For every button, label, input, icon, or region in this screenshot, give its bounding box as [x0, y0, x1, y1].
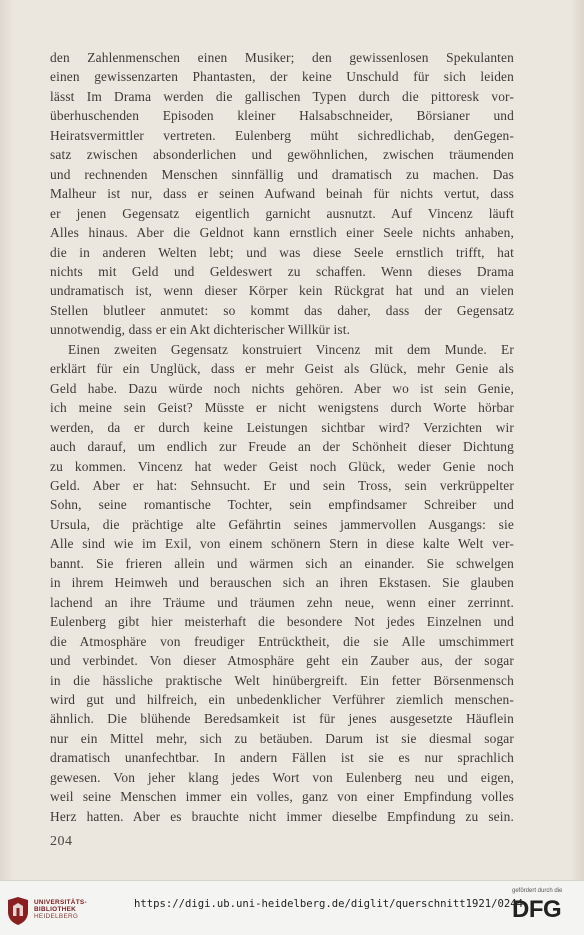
dfg-logo: DFG	[512, 896, 562, 923]
text-line: Heiratsvermittler vertreten. Eulenberg müht sichredlichab, denGegen-	[50, 127, 514, 143]
text-line: bannt. Sie frieren allein und wärmen sich an einander. Sie schwelgen	[50, 555, 514, 571]
text-line: Alles hinaus. Aber die Geldnot kann ernstlich einer Seele nichts anhaben,	[50, 225, 514, 241]
text-line: Alle sind wie im Exil, von einem schönern Stern in diese kalte Welt ver-	[50, 536, 514, 552]
text-line: ähnlich. Die blühende Beredsamkeit ist für jenes ausgesetzte Häuflein	[50, 711, 514, 727]
text-line: ich meine sein Geist? Müsste er nicht wenigstens durch Worte hörbar	[50, 400, 514, 416]
text-line: Malheur ist nur, dass er seinen Aufwand beinah für nichts vertut, dass	[50, 186, 514, 202]
text-line: auch darauf, um endlich zur Freude an der Schönheit dieser Dichtung	[50, 439, 514, 455]
text-line: lachend an ihre Träume und träumen zehn neue, wenn einer zerrinnt.	[50, 594, 514, 610]
text-line: und rechnenden Menschen sinnfällig und dramatisch zu machen. Das	[50, 166, 514, 182]
text-line: nichts mit Geld und Geldeswert zu schaffen. Wenn dieses Drama	[50, 263, 514, 279]
text-line: nur ein Mittel mehr, sich zu betäuben. Darum ist sie diesmal sogar	[50, 730, 514, 746]
text-line: Sohn, seine romantische Tochter, sein empfindsamer Schreiber und	[50, 497, 514, 513]
text-line: einen gewissenzarten Phantasten, der keine Unschuld für sich leiden	[50, 69, 514, 85]
text-line: lässt Im Drama werden die gallischen Typen durch die pittoresk vor-	[50, 88, 514, 104]
text-line: in die hässliche praktische Welt hinübergreift. Ein fetter Börsenmensch	[50, 672, 514, 688]
text-line: die Atmosphäre von freudiger Entrücktheit, die sie Alle umschimmert	[50, 633, 514, 649]
institution-name: UNIVERSITÄTS- BIBLIOTHEK HEIDELBERG	[34, 899, 87, 921]
text-line: satz zwischen absonderlichen und gewöhnlichen, zwischen träumenden	[50, 147, 514, 163]
text-line: die in anderen Welten lebt; und was diese Seele ernstlich trifft, hat	[50, 244, 514, 260]
text-line: Eulenberg gibt hier meisterhaft die besondere Not jedes Einzelnen und	[50, 614, 514, 630]
text-line: werden, da er durch keine Leistungen sichtbar wird? Verzichten wir	[50, 419, 514, 435]
text-line: dramatisch unanfechtbar. In andern Fällen ist sie es nur sprachlich	[50, 750, 514, 766]
text-line: Ursula, die prächtige alte Gefährtin seines jammervollen Ausgangs: sie	[50, 516, 514, 532]
text-line: undramatisch ist, wenn dieser Körper kein Rückgrat hat und an vielen	[50, 283, 514, 299]
text-line: und verbindet. Von dieser Atmosphäre geht ein Zauber aus, der sogar	[50, 653, 514, 669]
text-line: den Zahlenmenschen einen Musiker; den gewissenlosen Spekulanten	[50, 50, 514, 65]
text-line: zu kommen. Vincenz hat weder Geist noch Glück, weder Genie noch	[50, 458, 514, 474]
funder-note: gefördert durch die	[512, 888, 563, 894]
text-line: erklärt für ein Unglück, dass er mehr Geist als Glück, mehr Genie als	[50, 361, 514, 377]
text-line: Einen zweiten Gegensatz konstruiert Vincenz mit dem Munde. Er	[68, 341, 514, 357]
text-line: gewesen. Von jeher klang jedes Wort von Eulenberg neu und eigen,	[50, 769, 514, 785]
text-line: wird gut und hilfreich, ein unbedenklicher Verführer ziemlich menschen-	[50, 691, 514, 707]
text-line: Geld habe. Dazu würde noch nichts gehören. Aber wo ist sein Genie,	[50, 380, 514, 396]
page-number: 204	[50, 834, 73, 849]
text-line: er jenen Gegensatz eigentlich garnicht ausnutzt. Auf Vincenz läuft	[50, 205, 514, 221]
text-line: in ihrem Heimweh und berauschen sich an ihren Ekstasen. Sie glauben	[50, 575, 514, 591]
text-line: Herz hatten. Aber es brauchte nicht immer dieselbe Empfindung zu sein.	[50, 808, 514, 824]
text-line: weil seine Menschen immer ein volles, ganz von einer Empfindung volles	[50, 789, 514, 805]
text-line: unnotwendig, dass er ein Akt dichterischer Willkür ist.	[50, 322, 351, 338]
text-line: Stellen blutleer anmutet: so kommt das daher, dass der Gegensatz	[50, 302, 514, 318]
text-line: überhuschenden Episoden kleiner Halsabschneider, Börsianer und	[50, 108, 514, 124]
body-text	[50, 48, 514, 826]
text-line: Geld. Aber er hat: Sehnsucht. Er und sein Tross, sein verkrüppelter	[50, 477, 514, 493]
source-url[interactable]: https://digi.ub.uni-heidelberg.de/diglit/querschnitt1921/0244	[134, 898, 524, 910]
university-seal-icon	[6, 896, 30, 926]
